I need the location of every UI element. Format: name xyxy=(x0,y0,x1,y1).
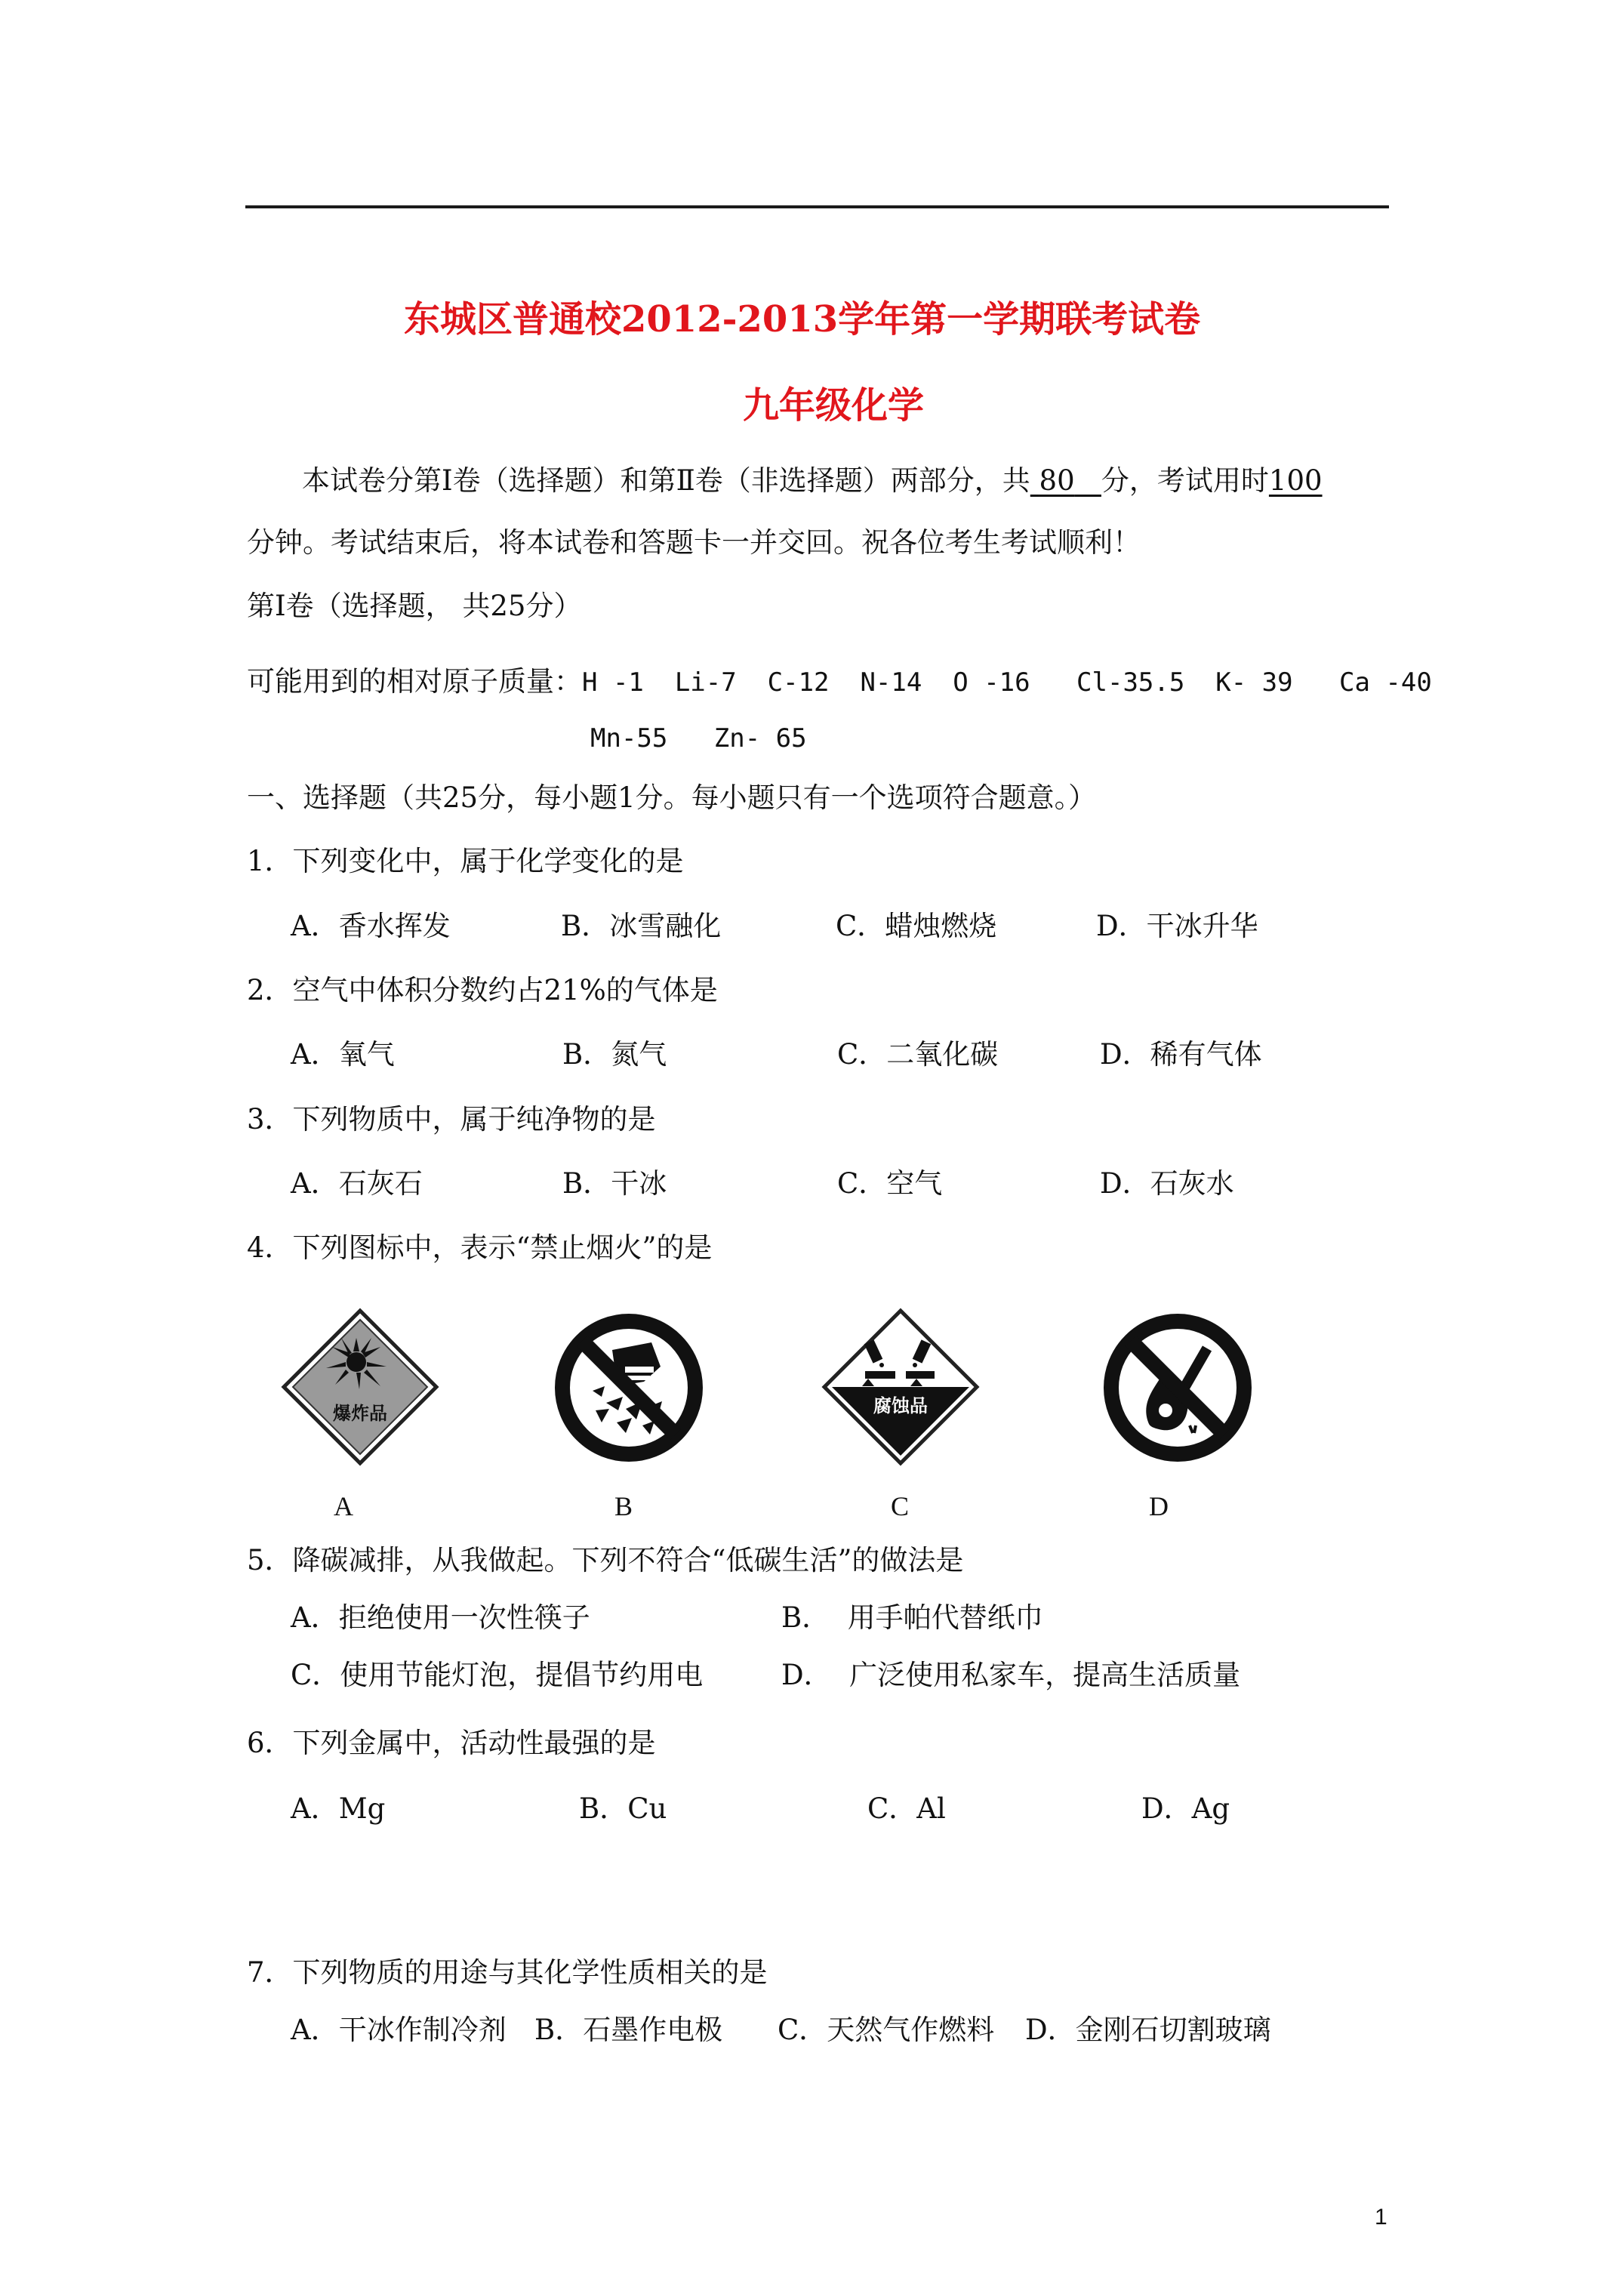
q4-option-c: C xyxy=(891,1491,910,1521)
q5-option-c: C．使用节能灯泡，提倡节约用电 xyxy=(291,1659,704,1691)
page-number: 1 xyxy=(1375,2205,1387,2230)
q1-option-d: D．干冰升华 xyxy=(1096,910,1258,942)
prohibition-crush-sign-icon xyxy=(553,1312,704,1463)
q1-option-b: B．冰雪融化 xyxy=(561,910,722,942)
q6-option-b: B．Cu xyxy=(579,1792,667,1825)
q6-option-d: D．Ag xyxy=(1141,1792,1230,1825)
no-fire-sign-icon xyxy=(1102,1312,1253,1463)
atomic-mass-values-2: Mn-55 Zn- 65 xyxy=(590,723,807,754)
intro-text-a: 本试卷分第Ⅰ卷（选择题）和第Ⅱ卷（非选择题）两部分，共 xyxy=(302,464,1030,497)
exam-title: 东城区普通校2012-2013学年第一学期联考试卷 xyxy=(404,298,1201,341)
atomic-mass-values-1: H -1 Li-7 C-12 N-14 O -16 Cl-35.5 K- 39 Ca -40 xyxy=(582,667,1432,698)
exam-subtitle: 九年级化学 xyxy=(743,384,925,427)
q7-option-b: B．石墨作电极 xyxy=(534,2014,723,2046)
question-1-stem: 1．下列变化中，属于化学变化的是 xyxy=(247,845,684,877)
q4-option-b: B xyxy=(614,1491,633,1521)
q1-option-a: A．香水挥发 xyxy=(291,910,451,942)
exam-minutes: 100 xyxy=(1268,464,1323,497)
q2-option-d: D．稀有气体 xyxy=(1100,1038,1262,1071)
q5-option-b: B． 用手帕代替纸巾 xyxy=(781,1601,1043,1634)
intro-text-b: 分，考试用时 xyxy=(1101,464,1269,497)
q2-option-a: A．氧气 xyxy=(291,1038,395,1071)
total-score: 80 xyxy=(1039,464,1075,497)
q4-option-d: D xyxy=(1149,1491,1169,1521)
corrosive-sign-label: 腐蚀品 xyxy=(873,1395,928,1416)
q2-option-b: B．氮气 xyxy=(562,1038,667,1071)
question-6-stem: 6．下列金属中，活动性最强的是 xyxy=(247,1727,656,1759)
atomic-mass-line-1 xyxy=(247,658,1432,699)
q5-option-a: A．拒绝使用一次性筷子 xyxy=(291,1601,590,1634)
corrosive-sign-icon xyxy=(821,1308,980,1466)
q5-option-d: D． 广泛使用私家车，提高生活质量 xyxy=(781,1659,1241,1691)
explosive-sign-icon xyxy=(281,1308,439,1466)
q1-option-c: C．蜡烛燃烧 xyxy=(836,910,997,942)
q3-option-c: C．空气 xyxy=(837,1167,943,1200)
q6-option-c: C．Al xyxy=(867,1792,946,1825)
q7-option-a: A．干冰作制冷剂 xyxy=(291,2014,507,2046)
header-rule xyxy=(245,205,1389,208)
q3-option-d: D．石灰水 xyxy=(1100,1167,1234,1200)
part1-heading: 第Ⅰ卷（选择题， 共25分） xyxy=(247,590,582,622)
q6-option-a: A．Mg xyxy=(291,1792,386,1825)
question-7-stem: 7．下列物质的用途与其化学性质相关的是 xyxy=(247,1956,768,1989)
q4-option-a: A xyxy=(334,1491,353,1521)
section1-heading: 一、选择题（共25分，每小题1分。每小题只有一个选项符合题意。） xyxy=(247,781,1097,814)
explosive-sign-label: 爆炸品 xyxy=(333,1403,387,1424)
intro-line-2: 分钟。考试结束后，将本试卷和答题卡一并交回。祝各位考生考试顺利！ xyxy=(247,526,1141,559)
q7-option-d: D．金刚石切割玻璃 xyxy=(1025,2014,1271,2046)
question-2-stem: 2．空气中体积分数约占21%的气体是 xyxy=(247,974,718,1006)
question-3-stem: 3．下列物质中，属于纯净物的是 xyxy=(247,1103,656,1136)
q3-option-b: B．干冰 xyxy=(562,1167,667,1200)
atomic-mass-label: 可能用到的相对原子质量： xyxy=(247,665,582,698)
q3-option-a: A．石灰石 xyxy=(291,1167,423,1200)
question-5-stem: 5．降碳减排，从我做起。下列不符合“低碳生活”的做法是 xyxy=(247,1544,964,1576)
q2-option-c: C．二氧化碳 xyxy=(837,1038,999,1071)
intro-line-1 xyxy=(302,458,1323,498)
q7-option-c: C．天然气作燃料 xyxy=(778,2014,995,2046)
question-4-stem: 4．下列图标中，表示“禁止烟火”的是 xyxy=(247,1231,713,1264)
